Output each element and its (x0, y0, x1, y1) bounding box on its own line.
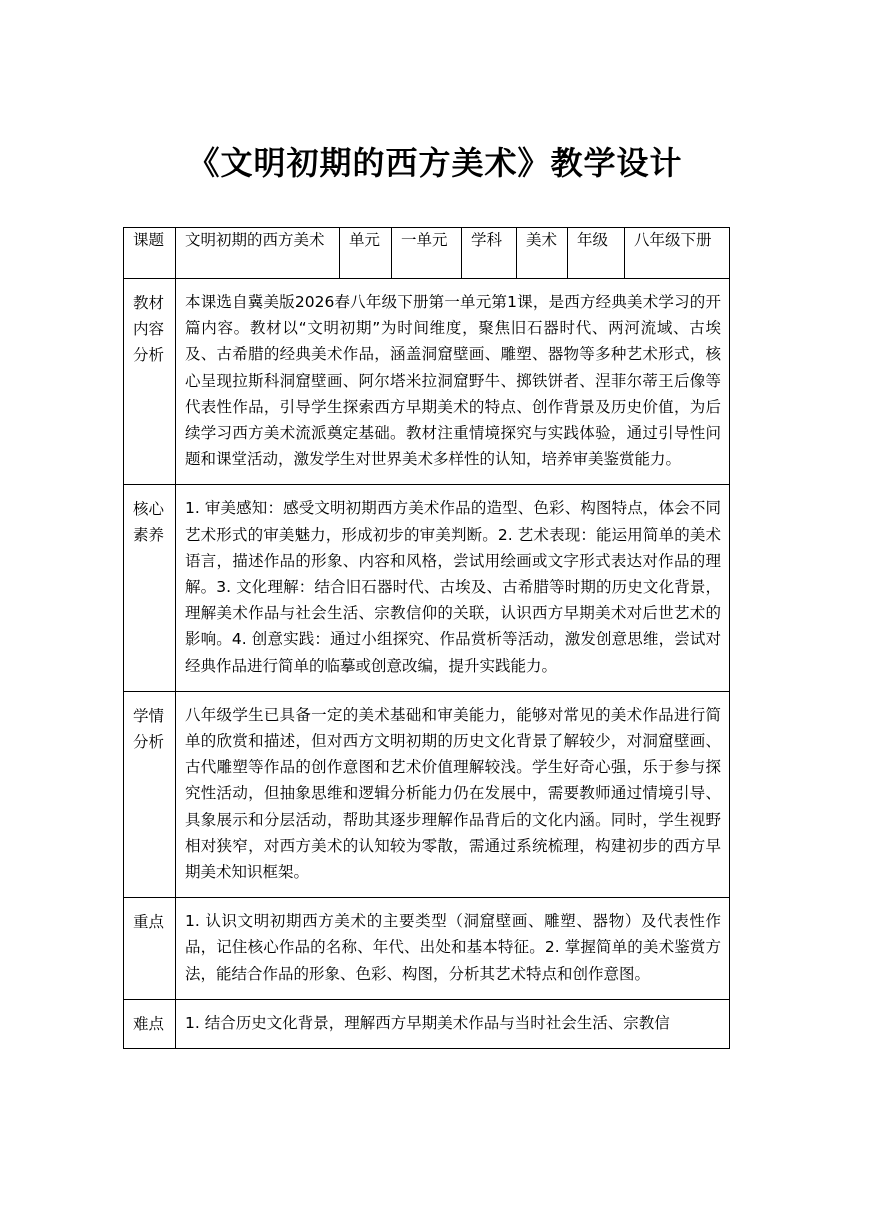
page-title: 《文明初期的西方美术》教学设计 (187, 144, 683, 182)
unit-label: 单元 (349, 231, 381, 249)
subject-label: 学科 (471, 231, 503, 249)
grade-label-cell (568, 228, 625, 279)
section-label: 重点 (124, 898, 176, 1000)
section-row-material-analysis (124, 279, 730, 485)
grade-value: 八年级下册 (634, 231, 712, 249)
section-label: 教材内容分析 (124, 279, 176, 485)
unit-label-cell (340, 228, 392, 279)
section-label: 学情分析 (124, 691, 176, 897)
section-label: 难点 (124, 999, 176, 1048)
section-content: 1. 审美感知：感受文明初期西方美术作品的造型、色彩、构图特点，体会不同艺术形式的审美魅力，形成初步的审美判断。2. 艺术表现：能运用简单的美术语言，描述作品的形象、内容和风格，尝试用绘画或文字形式表达对作品的理解。3. 文化理解：结合旧石器时代、古埃及、古希腊等时期的历史文化背景，理解美术作品与社会生活、宗教信仰的关联，认识西方早期美术对后世艺术的影响。4. 创意实践：通过小组探究、作品赏析等活动，激发创意思维，尝试对经典作品进行简单的临摹或创意改编，提升实践能力。 (176, 485, 730, 691)
topic-cell (176, 228, 340, 279)
section-content: 八年级学生已具备一定的美术基础和审美能力，能够对常见的美术作品进行简单的欣赏和描述，但对西方文明初期的历史文化背景了解较少，对洞窟壁画、古代雕塑等作品的创作意图和艺术价值理解较浅。学生好奇心强，乐于参与探究性活动，但抽象思维和逻辑分析能力仍在发展中，需要教师通过情境引导、具象展示和分层活动，帮助其逐步理解作品背后的文化内涵。同时，学生视野相对狭窄，对西方美术的认知较为零散，需通过系统梳理，构建初步的西方早期美术知识框架。 (176, 691, 730, 897)
subject-label-cell (462, 228, 517, 279)
section-row-learner-analysis (124, 691, 730, 897)
header-row (124, 228, 730, 279)
lesson-plan-table (123, 227, 730, 1049)
grade-label: 年级 (577, 231, 609, 249)
topic-value: 文明初期的西方美术 (185, 231, 325, 249)
section-content: 本课选自冀美版2026春八年级下册第一单元第1课，是西方经典美术学习的开篇内容。教材以“文明初期”为时间维度，聚焦旧石器时代、两河流域、古埃及、古希腊的经典美术作品，涵盖洞窟壁画、雕塑、器物等多种艺术形式，核心呈现拉斯科洞窟壁画、阿尔塔米拉洞窟野牛、掷铁饼者、涅菲尔蒂王后像等代表性作品，引导学生探索西方早期美术的特点、创作背景及历史价值，为后续学习西方美术流派奠定基础。教材注重情境探究与实践体验，通过引导性问题和课堂活动，激发学生对世界美术多样性的认知，培养审美鉴赏能力。 (176, 279, 730, 485)
unit-value: 一单元 (401, 231, 448, 249)
topic-label-cell (124, 228, 176, 279)
unit-cell (392, 228, 462, 279)
section-row-difficulties (124, 999, 730, 1048)
section-row-core-competencies (124, 485, 730, 691)
section-content: 1. 结合历史文化背景，理解西方早期美术作品与当时社会生活、宗教信 (176, 999, 730, 1048)
section-row-key-points (124, 898, 730, 1000)
subject-value: 美术 (526, 231, 558, 249)
section-content: 1. 认识文明初期西方美术的主要类型（洞窟壁画、雕塑、器物）及代表性作品，记住核心作品的名称、年代、出处和基本特征。2. 掌握简单的美术鉴赏方法，能结合作品的形象、色彩、构图，分析其艺术特点和创作意图。 (176, 898, 730, 1000)
grade-cell (625, 228, 730, 279)
section-label: 核心素养 (124, 485, 176, 691)
subject-cell (517, 228, 568, 279)
topic-label: 课题 (133, 231, 165, 249)
